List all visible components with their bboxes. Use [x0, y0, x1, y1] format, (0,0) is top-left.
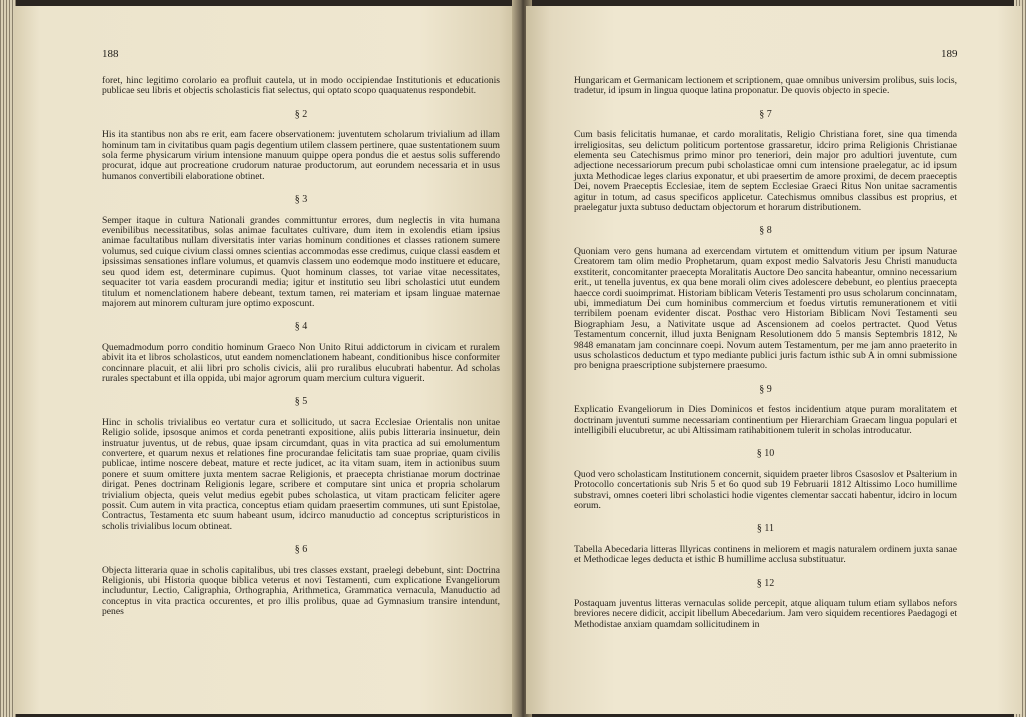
section-heading: § 8 — [759, 225, 772, 237]
paragraph: Cum basis felicitatis humanae, et cardo moralitatis, Religio Christiana foret, sine qua timenda irreligiositas, seu delictum politicum portentose grassaretur, idciro prima Religionis Christianae elementa seu Catechismus primo minor pro teneriori, dein major pro adultiori juventute, cum adjectione necessariorum precum pubi scholasticae omni cum intensione praelegatur, ac id ipsum juxta Methodicae leges clarius exponatur, et ubi praesertim de amore proximi, de decem praeceptis Dei, novem Praeceptis Ecclesiae, item de septem Ecclesiae Graeci Ritus Non unitae sacramentis agitur in totum, ad casus specificos applicetur. Catechismus omnibus classibus est proprius, et praelegatur juxta subtuso deductam objectorum et horarum distributionem. — [574, 129, 957, 214]
section-heading: § 6 — [294, 544, 308, 556]
section-heading: § 9 — [759, 383, 772, 395]
left-page — [14, 6, 520, 714]
section-heading: § 5 — [294, 396, 308, 408]
paragraph: Quemadmodum porro conditio hominum Graeco Non Unito Ritui addictorum in civicam et ruralem abivit ita et libros scholasticos, utut eandem nomenclationem habeant, conditionibus hisce conformiter concinnare placuit, et alii libri pro scholis civicis, alii pro ruralibus elucubrati habentur. Ad scholas rurales spectabunt et illa oppida, ubi major agrorum quam mercium cultura viguerit. — [102, 341, 500, 384]
section-heading: § 2 — [294, 108, 308, 120]
paragraph: Semper itaque in cultura Nationali grandes committuntur errores, dum neglectis in vita humana evenibilibus necessitatibus, solas animae facultates cultivare, dum item in exolendis etiam ipsius animae facultatibus nullam diversitatis inter varias hominum conditiones et classes rationem sumere volumus, sed cuique civium classi omnes scientias accommodas esse credimus, cuique classi easdem et ipsissimas sensationes inflare volumus, et quamvis classem uno eodemque modo instituere et educare, seu quod idem est, determinare cupimus. Quot hominum classes, tot variae vitae necessitates, sequaciter tot varia easdem procurandi media; igitur et institutio seu libri scholastici utut eundem titulum et nomenclationem habere debeant, textum tamen, rei materiam et ipsam linguae maternae majorem aut minorem culturam jure optimo exposcunt. — [102, 214, 500, 309]
right-page-body — [574, 76, 957, 630]
paragraph: Objecta litteraria quae in scholis capitalibus, ubi tres classes exstant, praelegi debebunt, sint: Doctrina Religionis, ubi Historia quoque biblica veterus et novi Testamenti, cum explicatione Evangeliorum includuntur, Lectio, Caligraphia, Orthographia, Arithmetica, Grammatica vernacula, Manuductio ad conceptus in vita practica occurentes, et pro illis prolibus, quae ad Gymnasium transire intendunt, penes — [102, 564, 500, 618]
paragraph: Quoniam vero gens humana ad exercendam virtutem et omittendum vitium per ipsum Naturae Creatorem tam olim medio Prophetarum, quam expost medio Salvatoris Jesu Christi manuducta exstiterit, concomitanter praecepta Moralitatis Auctore Deo sancita habeantur, omnino necessarium erit., ut tenella juventus, ex qua bene morali olim cives adolescere debebunt, eo plentius praecepta haecce cordi suoimprimat. Historiam biblicam Veteris Testamenti pro usus scholarum concinnatam, ubi, immediatum Dei cum hominibus commercium et foedus virtutis remunerationem et vitii terribilem poenam evidenter discat. Posthac vero Historiam Biblicam Novi Testamenti seu Biographiam Jesu, a Nativitate usque ad Ascensionem ad coelos pertractet. Quod Vetus Testamentum concernit, illud juxta Benignam Resolutionem ddo 5 mansis Septembris 1812, № 9848 emanatam jam concinnare coepi. Novum autem Testamentum, per me jam anno praeterito in usus scholasticos deductum et typo mediante publici juris factum isthic sub A in omni submissione pro benigna praescriptione subjsternere praesumo. — [574, 245, 957, 372]
section-heading: § 10 — [756, 448, 775, 460]
section-heading: § 7 — [759, 108, 772, 120]
page-number: 189 — [941, 48, 958, 60]
section-heading: § 3 — [294, 194, 308, 206]
paragraph: His ita stantibus non abs re erit, eam facere observationem: juventutem scholarum trivialium ad illam hominum tam in civitatibus quam pagis degentium utilem classem pertinere, quae sustentationem suum sola ferme physicarum virium intensione manuum quippe opera pondus die et aestus solis sufferendo procurat, idque aut procreatione crudorum naturae productorum, aut eorundem necessaria et in usus humanos convertibili elaboratione obtinet. — [102, 129, 500, 182]
left-page-body — [102, 76, 500, 618]
paragraph: Hungaricam et Germanicam lectionem et scriptionem, quae omnibus universim prolibus, suis locis, tradetur, id ipsum in lingua quoque latina proponatur. De quovis objecto in specie. — [574, 75, 957, 97]
section-heading: § 4 — [294, 321, 308, 333]
paragraph: Tabella Abecedaria litteras Illyricas continens in meliorem et magis naturalem ordinem juxta sanae et Methodicae leges deducta et isthic B humillime acclusa substituatur. — [574, 543, 957, 566]
page-number: 188 — [102, 48, 119, 60]
paragraph: Quod vero scholasticam Institutionem concernit, siquidem praeter libros Csasoslov et Psalterium in Protocollo concertationis sub Nris 5 et 6o quod sub 19 Februarii 1812 Altissimo Loco humillime substravi, omnes coeteri libri scholastici hodie vigentes clementar saccati habentur, idciro in locum eorum. — [574, 468, 957, 511]
section-heading: § 11 — [756, 523, 775, 535]
paragraph: Postaquam juventus litteras vernaculas solide percepit, atque aliquam tulum etiam syllabos nefors breviores necere didicit, accipit libellum Abecedarium. Jam vero siquidem recentiores Paedagogi et Methodistae anxiam quamdam sollicitudinem in — [574, 598, 957, 630]
section-heading: § 12 — [756, 577, 775, 589]
right-page — [526, 6, 1022, 714]
paragraph: Explicatio Evangeliorum in Dies Dominicos et festos incidentium atque puram moralitatem et doctrinam juventuti summe necessariam continentium per Hierarchiam Graecam lingua populari et intelligibili elucubretur, ac ubi Altissimam ratihabitionem tulerit in scholas introducatur. — [574, 404, 957, 436]
paragraph: Hinc in scholis trivialibus eo vertatur cura et sollicitudo, ut sacra Ecclesiae Orientalis non unitae Religio solide, ipsosque animos et corda penetranti expositione, aliis pubis litteraria insinuetur, dein instruatur juventus, ut de rebus, quae ipsam circumdant, quas in vita practica ad sui emolumentum convertere, et quarum nexus et relationes fine procurandae felicitatis tam suae propriae, quam civilis publicae, intime noscere debeat, mature et recte judicet, ac ita vitam suam, item in actionibus suum ponere et suum omittere juxta mentem sacrae Religionis, et praecepta christianae morum doctrinae dirigat. Penes doctrinam Religionis legare, scribere et computare sint unica et propria scholarum trivialium objecta, queis velut medius egebit pubes scholastica, ut vitam practicam feliciter agere possit. Cum autem in vita practica, conceptus etiam quidam praesertim communes, uti sunt Epistolae, Contractus, Testamenta etc suum habeant usum, idcirco manuductio ad conceptus scripturisticos in scholis trivialibus locum obtineat. — [102, 416, 500, 532]
paragraph: foret, hinc legitimo corolario ea profluit cautela, ut in modo occipiendae Institutionis et educationis publicae seu libris et objectis scholasticis fiat selectus, qui optato scopo quaquatenus respondebit. — [102, 75, 500, 97]
